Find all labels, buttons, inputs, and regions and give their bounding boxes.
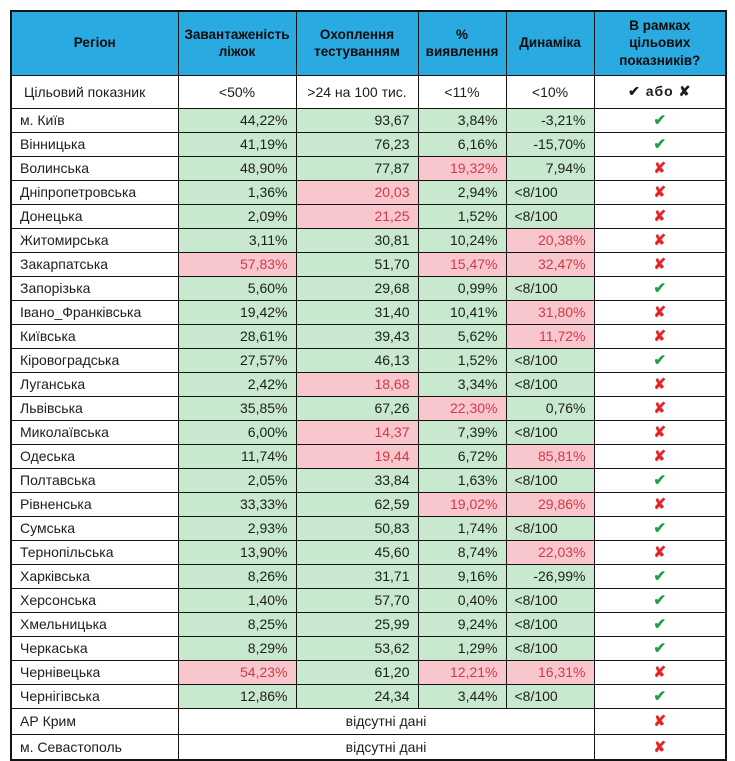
dynamics-cell: <8/100	[506, 612, 594, 636]
beds-cell: 27,57%	[178, 348, 296, 372]
header-bed-occupancy: Завантаженість ліжок	[178, 11, 296, 75]
beds-cell: 2,09%	[178, 204, 296, 228]
dynamics-cell: <8/100	[506, 684, 594, 708]
testing-cell: 31,71	[296, 564, 418, 588]
testing-cell: 14,37	[296, 420, 418, 444]
region-cell: Волинська	[11, 156, 178, 180]
beds-cell: 8,29%	[178, 636, 296, 660]
check-icon: ✔	[594, 684, 726, 708]
target-indicator-row	[11, 75, 726, 108]
detection-cell: 3,84%	[418, 108, 506, 132]
check-icon: ✔	[594, 564, 726, 588]
table-row	[11, 300, 726, 324]
cross-icon: ✘	[594, 204, 726, 228]
header-region: Регіон	[11, 11, 178, 75]
table-row	[11, 468, 726, 492]
dynamics-cell: <8/100	[506, 588, 594, 612]
testing-cell: 93,67	[296, 108, 418, 132]
detection-cell: 2,94%	[418, 180, 506, 204]
region-cell: Черкаська	[11, 636, 178, 660]
table-row	[11, 372, 726, 396]
dynamics-cell: 11,72%	[506, 324, 594, 348]
region-cell: Закарпатська	[11, 252, 178, 276]
target-row-label: Цільовий показник	[11, 75, 178, 108]
dynamics-cell: 22,03%	[506, 540, 594, 564]
table-row	[11, 612, 726, 636]
beds-cell: 28,61%	[178, 324, 296, 348]
no-data-cell: відсутні дані	[178, 734, 594, 760]
dynamics-cell: 85,81%	[506, 444, 594, 468]
cross-icon: ✘	[594, 540, 726, 564]
detection-cell: 22,30%	[418, 396, 506, 420]
header-testing-coverage: Охоплення тестуванням	[296, 11, 418, 75]
region-cell: Чернігівська	[11, 684, 178, 708]
dynamics-cell: <8/100	[506, 516, 594, 540]
region-cell: Житомирська	[11, 228, 178, 252]
cross-icon: ✘	[594, 492, 726, 516]
beds-cell: 11,74%	[178, 444, 296, 468]
region-cell: Івано_Франківська	[11, 300, 178, 324]
testing-cell: 51,70	[296, 252, 418, 276]
beds-cell: 13,90%	[178, 540, 296, 564]
dynamics-cell: <8/100	[506, 372, 594, 396]
testing-cell: 53,62	[296, 636, 418, 660]
dynamics-cell: 32,47%	[506, 252, 594, 276]
region-cell: Донецька	[11, 204, 178, 228]
dynamics-cell: <8/100	[506, 276, 594, 300]
beds-cell: 1,36%	[178, 180, 296, 204]
check-icon: ✔	[594, 468, 726, 492]
region-cell: Київська	[11, 324, 178, 348]
table-row	[11, 636, 726, 660]
check-icon: ✔	[594, 132, 726, 156]
target-testing: >24 на 100 тис.	[296, 75, 418, 108]
detection-cell: 3,34%	[418, 372, 506, 396]
cross-icon: ✘	[594, 228, 726, 252]
detection-cell: 1,52%	[418, 204, 506, 228]
cross-icon: ✘	[594, 708, 726, 734]
cross-icon: ✘	[594, 734, 726, 760]
dynamics-cell: <8/100	[506, 180, 594, 204]
detection-cell: 3,44%	[418, 684, 506, 708]
region-cell: м. Київ	[11, 108, 178, 132]
table-row	[11, 108, 726, 132]
cross-icon: ✘	[594, 444, 726, 468]
detection-cell: 9,16%	[418, 564, 506, 588]
table-row	[11, 540, 726, 564]
table-body	[11, 108, 726, 760]
testing-cell: 25,99	[296, 612, 418, 636]
region-cell: Хмельницька	[11, 612, 178, 636]
detection-cell: 8,74%	[418, 540, 506, 564]
region-monitoring-table	[10, 10, 727, 761]
region-cell: Рівненська	[11, 492, 178, 516]
table-row	[11, 734, 726, 760]
beds-cell: 1,40%	[178, 588, 296, 612]
testing-cell: 18,68	[296, 372, 418, 396]
region-cell: Запорізька	[11, 276, 178, 300]
beds-cell: 5,60%	[178, 276, 296, 300]
detection-cell: 5,62%	[418, 324, 506, 348]
detection-cell: 12,21%	[418, 660, 506, 684]
dynamics-cell: -26,99%	[506, 564, 594, 588]
detection-cell: 19,02%	[418, 492, 506, 516]
check-icon: ✔	[594, 516, 726, 540]
target-dynamics: <10%	[506, 75, 594, 108]
region-cell: АР Крим	[11, 708, 178, 734]
region-cell: Вінницька	[11, 132, 178, 156]
testing-cell: 19,44	[296, 444, 418, 468]
testing-cell: 61,20	[296, 660, 418, 684]
detection-cell: 1,29%	[418, 636, 506, 660]
dynamics-cell: <8/100	[506, 204, 594, 228]
beds-cell: 44,22%	[178, 108, 296, 132]
check-icon: ✔	[594, 108, 726, 132]
beds-cell: 19,42%	[178, 300, 296, 324]
table-row	[11, 348, 726, 372]
region-cell: Львівська	[11, 396, 178, 420]
testing-cell: 33,84	[296, 468, 418, 492]
detection-cell: 19,32%	[418, 156, 506, 180]
header-within-targets: В рамках цільових показників?	[594, 11, 726, 75]
header-detection-rate: % виявлення	[418, 11, 506, 75]
detection-cell: 6,16%	[418, 132, 506, 156]
table-row	[11, 252, 726, 276]
region-cell: Миколаївська	[11, 420, 178, 444]
table-row	[11, 684, 726, 708]
cross-icon: ✘	[594, 396, 726, 420]
region-cell: Полтавська	[11, 468, 178, 492]
table-row	[11, 444, 726, 468]
dynamics-cell: 0,76%	[506, 396, 594, 420]
table-header-row	[11, 11, 726, 75]
dynamics-cell: 16,31%	[506, 660, 594, 684]
detection-cell: 1,74%	[418, 516, 506, 540]
region-cell: Херсонська	[11, 588, 178, 612]
beds-cell: 48,90%	[178, 156, 296, 180]
testing-cell: 31,40	[296, 300, 418, 324]
beds-cell: 33,33%	[178, 492, 296, 516]
dynamics-cell: 20,38%	[506, 228, 594, 252]
target-result-legend: ✔ або ✘	[594, 75, 726, 108]
table-row	[11, 492, 726, 516]
target-detection: <11%	[418, 75, 506, 108]
table-row	[11, 228, 726, 252]
detection-cell: 10,24%	[418, 228, 506, 252]
beds-cell: 6,00%	[178, 420, 296, 444]
check-icon: ✔	[594, 612, 726, 636]
beds-cell: 54,23%	[178, 660, 296, 684]
table-row	[11, 132, 726, 156]
region-cell: Тернопільська	[11, 540, 178, 564]
detection-cell: 15,47%	[418, 252, 506, 276]
detection-cell: 6,72%	[418, 444, 506, 468]
check-icon: ✔	[594, 588, 726, 612]
testing-cell: 24,34	[296, 684, 418, 708]
dynamics-cell: <8/100	[506, 348, 594, 372]
target-beds: <50%	[178, 75, 296, 108]
detection-cell: 10,41%	[418, 300, 506, 324]
region-cell: Луганська	[11, 372, 178, 396]
testing-cell: 67,26	[296, 396, 418, 420]
testing-cell: 77,87	[296, 156, 418, 180]
table-row	[11, 276, 726, 300]
dynamics-cell: -15,70%	[506, 132, 594, 156]
testing-cell: 29,68	[296, 276, 418, 300]
testing-cell: 45,60	[296, 540, 418, 564]
table-row	[11, 396, 726, 420]
dynamics-cell: -3,21%	[506, 108, 594, 132]
check-icon: ✔	[594, 348, 726, 372]
region-cell: Харківська	[11, 564, 178, 588]
beds-cell: 8,25%	[178, 612, 296, 636]
table-row	[11, 204, 726, 228]
beds-cell: 3,11%	[178, 228, 296, 252]
testing-cell: 76,23	[296, 132, 418, 156]
testing-cell: 57,70	[296, 588, 418, 612]
region-cell: м. Севастополь	[11, 734, 178, 760]
beds-cell: 2,93%	[178, 516, 296, 540]
dynamics-cell: 29,86%	[506, 492, 594, 516]
check-icon: ✔	[594, 636, 726, 660]
dynamics-cell: 7,94%	[506, 156, 594, 180]
beds-cell: 2,42%	[178, 372, 296, 396]
table-row	[11, 156, 726, 180]
detection-cell: 1,63%	[418, 468, 506, 492]
dynamics-cell: <8/100	[506, 420, 594, 444]
table-row	[11, 660, 726, 684]
cross-icon: ✘	[594, 324, 726, 348]
cross-icon: ✘	[594, 420, 726, 444]
beds-cell: 35,85%	[178, 396, 296, 420]
detection-cell: 7,39%	[418, 420, 506, 444]
table-row	[11, 324, 726, 348]
table-row	[11, 516, 726, 540]
cross-icon: ✘	[594, 180, 726, 204]
region-cell: Дніпропетровська	[11, 180, 178, 204]
cross-icon: ✘	[594, 372, 726, 396]
cross-icon: ✘	[594, 660, 726, 684]
cross-icon: ✘	[594, 300, 726, 324]
beds-cell: 57,83%	[178, 252, 296, 276]
detection-cell: 1,52%	[418, 348, 506, 372]
table-row	[11, 420, 726, 444]
check-icon: ✔	[594, 276, 726, 300]
testing-cell: 39,43	[296, 324, 418, 348]
testing-cell: 50,83	[296, 516, 418, 540]
table-row	[11, 708, 726, 734]
header-dynamics: Динаміка	[506, 11, 594, 75]
no-data-cell: відсутні дані	[178, 708, 594, 734]
beds-cell: 8,26%	[178, 564, 296, 588]
detection-cell: 0,99%	[418, 276, 506, 300]
testing-cell: 62,59	[296, 492, 418, 516]
testing-cell: 20,03	[296, 180, 418, 204]
cross-icon: ✘	[594, 252, 726, 276]
beds-cell: 41,19%	[178, 132, 296, 156]
region-cell: Кіровоградська	[11, 348, 178, 372]
region-cell: Чернівецька	[11, 660, 178, 684]
table-row	[11, 588, 726, 612]
beds-cell: 12,86%	[178, 684, 296, 708]
dynamics-cell: 31,80%	[506, 300, 594, 324]
beds-cell: 2,05%	[178, 468, 296, 492]
dynamics-cell: <8/100	[506, 636, 594, 660]
region-cell: Одеська	[11, 444, 178, 468]
table-row	[11, 564, 726, 588]
testing-cell: 46,13	[296, 348, 418, 372]
region-cell: Сумська	[11, 516, 178, 540]
testing-cell: 21,25	[296, 204, 418, 228]
detection-cell: 0,40%	[418, 588, 506, 612]
dynamics-cell: <8/100	[506, 468, 594, 492]
testing-cell: 30,81	[296, 228, 418, 252]
table-row	[11, 180, 726, 204]
detection-cell: 9,24%	[418, 612, 506, 636]
cross-icon: ✘	[594, 156, 726, 180]
